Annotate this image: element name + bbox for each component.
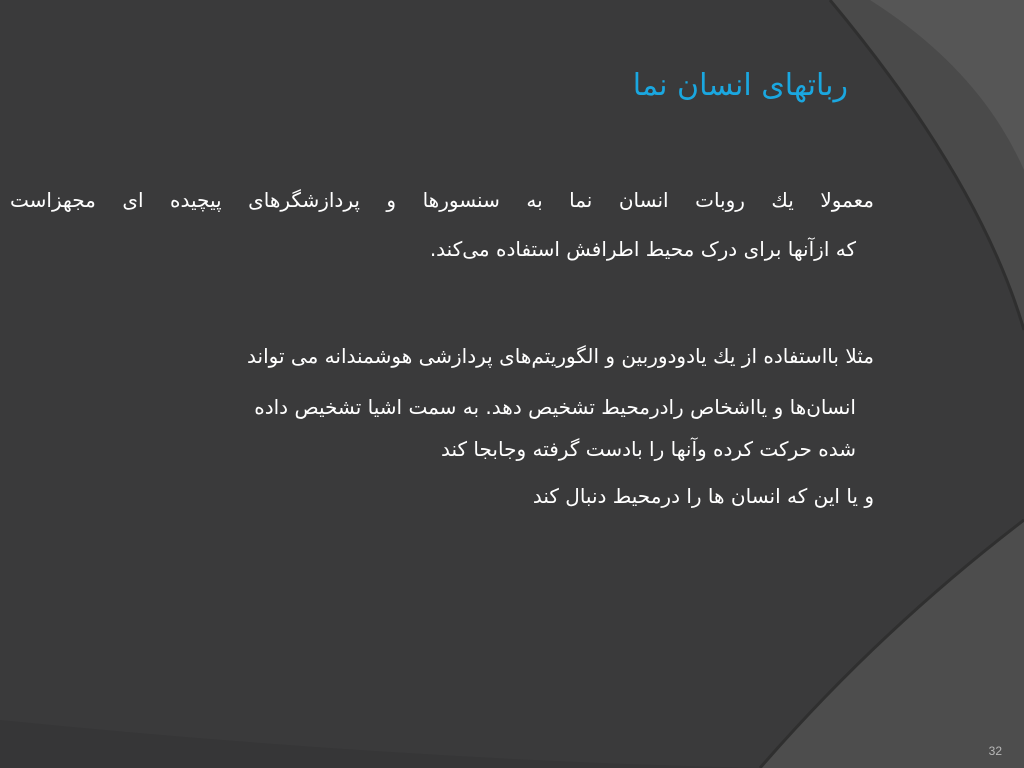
paragraph-3 (10, 486, 874, 506)
paragraph-2-line-3: شده حرکت کرده وآنها را بادست گرفته وجابجا کند (441, 437, 856, 461)
page-number: 32 (988, 744, 1002, 758)
paragraph-1-line-2: که ازآنها برای درک محیط اطرافش استفاده می‌کند. (429, 237, 856, 261)
paragraph-2 (10, 346, 874, 472)
paragraph-2-line-2: انسان‌ها و یااشخاص رادرمحیط تشخیص دهد. به سمت اشیا تشخیص داده (254, 395, 856, 419)
paragraph-3-line-1: و یا این که انسان ها را درمحیط دنبال کند (532, 484, 874, 508)
slide-body (10, 190, 874, 520)
paragraph-2-line-1: مثلا بااستفاده از یك یادودوربین و الگوریتم‌های پردازشی هوشمندانه می تواند (247, 344, 874, 368)
paragraph-1 (10, 190, 874, 268)
paragraph-1-line-1: معمولا یك روبات انسان نما به سنسورها و پردازشگرهای پیچیده ای مجهزاست (10, 188, 874, 212)
slide-title: رباتهای انسان نما (632, 68, 848, 103)
